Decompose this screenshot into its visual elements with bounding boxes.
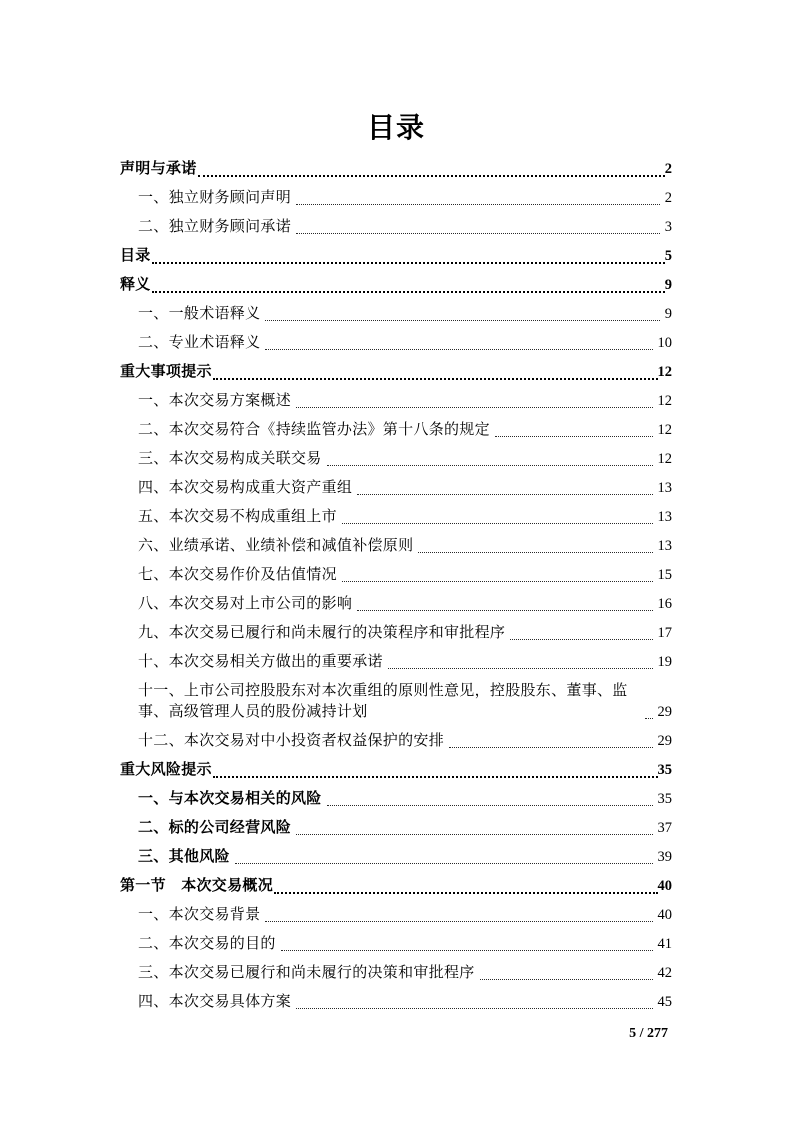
toc-entry[interactable] (120, 449, 672, 470)
toc-entry-label: 八、本次交易对上市公司的影响 (138, 596, 353, 612)
toc-entry[interactable] (120, 565, 672, 586)
toc-leader-dots (388, 668, 653, 669)
toc-entry-page: 39 (657, 849, 672, 865)
toc-entry-page: 16 (657, 596, 672, 612)
toc-entry[interactable] (120, 217, 672, 238)
toc-leader-dots (296, 1008, 652, 1009)
toc-entry[interactable] (120, 934, 672, 955)
toc-entry-label: 三、本次交易构成关联交易 (138, 451, 322, 467)
toc-entry-label: 一、独立财务顾问声明 (138, 190, 292, 206)
toc-entry-page: 12 (657, 422, 672, 438)
toc-leader-dots (342, 581, 653, 582)
toc-entry-page: 10 (657, 335, 672, 351)
toc-entry-label: 第一节 本次交易概况 (120, 878, 274, 894)
toc-entry[interactable] (120, 905, 672, 926)
toc-entry-page: 2 (664, 190, 672, 206)
toc-entry[interactable] (120, 188, 672, 209)
toc-entry-label: 一、本次交易背景 (138, 907, 261, 923)
toc-leader-dots (152, 262, 665, 264)
toc-leader-dots (495, 436, 653, 437)
toc-entry-label: 十一、上市公司控股股东对本次重组的原则性意见，控股股东、董事、监事、高级管理人员的股份减持计划 (138, 683, 628, 720)
toc-leader-dots (510, 639, 652, 640)
toc-leader-dots (265, 921, 652, 922)
toc-entry[interactable] (120, 818, 672, 839)
toc-content (120, 112, 672, 1021)
toc-entry[interactable] (120, 992, 672, 1013)
toc-entry-label: 重大风险提示 (120, 762, 212, 778)
toc-entry[interactable] (120, 760, 672, 781)
toc-entry-label: 重大事项提示 (120, 364, 212, 380)
toc-entry-label: 二、独立财务顾问承诺 (138, 219, 292, 235)
toc-leader-dots (296, 834, 652, 835)
toc-leader-dots (480, 979, 653, 980)
toc-entry-label: 二、本次交易的目的 (138, 936, 276, 952)
toc-entry-page: 2 (664, 161, 672, 177)
toc-leader-dots (357, 494, 652, 495)
toc-entry-page: 3 (664, 219, 672, 235)
toc-entry-label: 三、其他风险 (138, 849, 230, 865)
toc-entry[interactable] (120, 391, 672, 412)
toc-entry-page: 15 (657, 567, 672, 583)
toc-entry-page: 29 (657, 704, 672, 720)
toc-entry-page: 40 (657, 907, 672, 923)
toc-entry[interactable] (120, 594, 672, 615)
toc-list (120, 159, 672, 1013)
toc-entry[interactable] (120, 246, 672, 267)
toc-entry-label: 四、本次交易具体方案 (138, 994, 292, 1010)
toc-entry-page: 13 (657, 480, 672, 496)
toc-entry-page: 13 (657, 538, 672, 554)
page-title: 目录 (366, 113, 425, 144)
toc-entry-page: 9 (664, 277, 672, 293)
toc-leader-dots (274, 892, 657, 894)
toc-leader-dots (235, 863, 653, 864)
toc-entry-page: 37 (657, 820, 672, 836)
toc-entry[interactable] (120, 362, 672, 383)
toc-entry[interactable] (120, 536, 672, 557)
toc-entry[interactable] (120, 623, 672, 644)
toc-leader-dots (342, 523, 653, 524)
toc-entry-page: 12 (657, 451, 672, 467)
toc-leader-dots (327, 805, 653, 806)
toc-leader-dots (265, 320, 659, 321)
toc-entry[interactable] (120, 304, 672, 325)
toc-entry-label: 释义 (120, 277, 151, 293)
toc-entry-label: 十、本次交易相关方做出的重要承诺 (138, 654, 383, 670)
toc-entry-page: 35 (657, 762, 672, 778)
toc-entry-page: 9 (664, 306, 672, 322)
toc-entry-label: 一、本次交易方案概述 (138, 393, 292, 409)
page-number-indicator: 5 / 277 (629, 1026, 668, 1041)
toc-leader-dots (418, 552, 652, 553)
toc-leader-dots (645, 718, 653, 719)
toc-entry-page: 17 (657, 625, 672, 641)
toc-leader-dots (296, 233, 660, 234)
toc-entry-page: 12 (657, 364, 672, 380)
toc-entry-label: 六、业绩承诺、业绩补偿和减值补偿原则 (138, 538, 414, 554)
toc-entry-page: 29 (657, 733, 672, 749)
toc-entry-label: 二、本次交易符合《持续监管办法》第十八条的规定 (138, 422, 490, 438)
toc-entry-page: 19 (657, 654, 672, 670)
toc-entry-page: 5 (664, 248, 672, 264)
toc-leader-dots (198, 175, 665, 177)
toc-entry-page: 41 (657, 936, 672, 952)
toc-entry[interactable] (120, 847, 672, 868)
toc-leader-dots (281, 950, 653, 951)
toc-entry-page: 35 (657, 791, 672, 807)
toc-entry-page: 12 (657, 393, 672, 409)
toc-entry[interactable] (120, 275, 672, 296)
toc-entry[interactable] (120, 333, 672, 354)
toc-leader-dots (296, 204, 660, 205)
toc-entry[interactable] (120, 159, 672, 180)
toc-entry-label: 声明与承诺 (120, 161, 197, 177)
toc-leader-dots (296, 407, 652, 408)
toc-entry[interactable] (120, 963, 672, 984)
toc-entry-page: 45 (657, 994, 672, 1010)
toc-entry-page: 13 (657, 509, 672, 525)
toc-entry[interactable] (120, 652, 672, 673)
toc-leader-dots (327, 465, 653, 466)
toc-entry-label: 二、标的公司经营风险 (138, 820, 292, 836)
toc-entry[interactable] (120, 731, 672, 752)
toc-entry[interactable] (120, 420, 672, 441)
toc-entry[interactable] (120, 789, 672, 810)
toc-entry-label: 九、本次交易已履行和尚未履行的决策程序和审批程序 (138, 625, 506, 641)
toc-entry-page: 40 (657, 878, 672, 894)
toc-leader-dots (152, 291, 665, 293)
toc-entry-label: 二、专业术语释义 (138, 335, 261, 351)
toc-entry-label: 一、一般术语释义 (138, 306, 261, 322)
toc-entry-label: 目录 (120, 248, 151, 264)
toc-leader-dots (213, 776, 658, 778)
toc-entry[interactable] (120, 478, 672, 499)
toc-leader-dots (213, 378, 658, 380)
toc-leader-dots (357, 610, 652, 611)
toc-entry-label: 五、本次交易不构成重组上市 (138, 509, 337, 525)
toc-entry[interactable] (120, 876, 672, 897)
toc-entry[interactable] (120, 681, 672, 723)
toc-entry-label: 十二、本次交易对中小投资者权益保护的安排 (138, 733, 445, 749)
toc-entry-label: 三、本次交易已履行和尚未履行的决策和审批程序 (138, 965, 475, 981)
toc-entry[interactable] (120, 507, 672, 528)
toc-entry-page: 42 (657, 965, 672, 981)
toc-entry-label: 四、本次交易构成重大资产重组 (138, 480, 353, 496)
toc-entry-label: 一、与本次交易相关的风险 (138, 791, 322, 807)
toc-leader-dots (265, 349, 652, 350)
toc-leader-dots (449, 747, 652, 748)
toc-entry-label: 七、本次交易作价及估值情况 (138, 567, 337, 583)
